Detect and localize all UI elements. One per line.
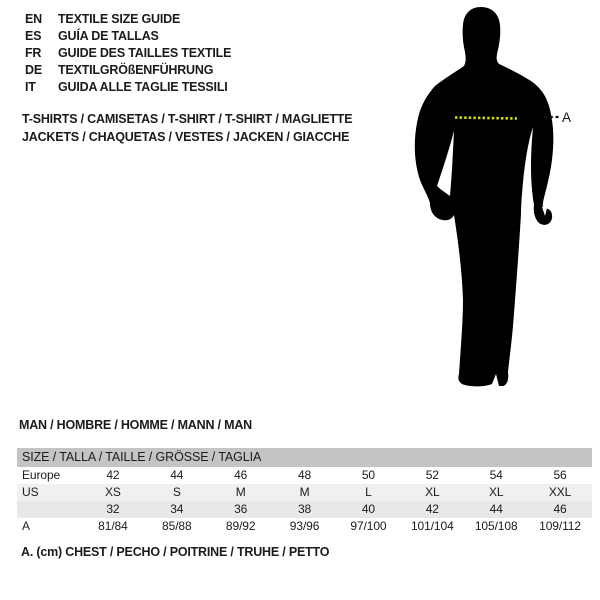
size-cell: M — [299, 485, 310, 499]
language-row-fr — [25, 45, 231, 62]
size-table — [17, 448, 592, 535]
size-cell: 42 — [106, 468, 120, 482]
language-title: TEXTILGRÖßENFÜHRUNG — [58, 63, 214, 77]
size-cell: XXL — [548, 485, 572, 499]
size-cell: L — [365, 485, 372, 499]
size-cell: 36 — [234, 502, 248, 516]
size-cell: 101/104 — [410, 519, 454, 533]
size-cell: 93/96 — [289, 519, 320, 533]
size-cell: 34 — [170, 502, 184, 516]
size-cell: 40 — [361, 502, 376, 516]
size-row-europe — [17, 467, 592, 484]
language-title: GUIDA ALLE TAGLIE TESSILI — [58, 80, 228, 94]
size-row-numeric — [17, 501, 592, 518]
size-cell: 46 — [234, 468, 248, 482]
size-cell: 105/108 — [474, 519, 518, 533]
size-cell: 56 — [553, 468, 567, 482]
size-row-chest — [17, 518, 592, 535]
size-cell: 109/112 — [539, 519, 581, 533]
measure-label-a: A — [562, 110, 572, 125]
size-cell: 52 — [425, 468, 439, 482]
language-row-it — [25, 79, 231, 96]
language-title: GUIDE DES TAILLES TEXTILE — [58, 46, 232, 60]
language-row-de — [25, 62, 231, 79]
language-list — [25, 11, 231, 96]
language-code: IT — [25, 80, 36, 94]
category-jackets: JACKETS / CHAQUETAS / VESTES / JACKEN / GIACCHE — [22, 130, 350, 144]
language-title: GUÍA DE TALLAS — [58, 29, 159, 43]
category-lines — [22, 110, 352, 146]
size-table-header: SIZE / TALLA / TAILLE / GRÖSSE / TAGLIA — [17, 448, 592, 467]
size-cell: 44 — [170, 468, 184, 482]
language-row-en — [25, 11, 231, 28]
row-label: Europe — [22, 468, 61, 482]
size-cell: 85/88 — [162, 519, 192, 533]
size-cell: 97/100 — [350, 519, 387, 533]
row-label: US — [22, 485, 39, 499]
language-code: FR — [25, 46, 42, 60]
size-cell: 44 — [489, 502, 503, 516]
size-cell: 32 — [106, 502, 120, 516]
language-code: EN — [25, 12, 42, 26]
man-silhouette-shape — [415, 7, 554, 386]
size-cell: M — [235, 485, 246, 499]
size-cell: 42 — [425, 502, 439, 516]
measurement-footnote: A. (cm) CHEST / PECHO / POITRINE / TRUHE / PETTO — [21, 545, 330, 559]
category-tshirts: T-SHIRTS / CAMISETAS / T-SHIRT / T-SHIRT / MAGLIETTE — [22, 112, 353, 126]
language-code: ES — [25, 29, 42, 43]
man-silhouette — [400, 0, 580, 395]
row-label: A — [22, 519, 30, 533]
size-cell: 81/84 — [98, 519, 128, 533]
size-cell: XL — [488, 485, 504, 499]
size-cell: 48 — [297, 468, 312, 482]
size-cell: 54 — [489, 468, 503, 482]
size-cell: S — [172, 485, 181, 499]
size-cell: XS — [105, 485, 121, 499]
size-cell: 89/92 — [225, 519, 256, 533]
language-title: TEXTILE SIZE GUIDE — [58, 12, 181, 26]
language-row-es — [25, 28, 231, 45]
size-cell: 46 — [553, 502, 567, 516]
gender-heading: MAN / HOMBRE / HOMME / MANN / MAN — [19, 418, 252, 432]
row-label — [17, 501, 81, 518]
size-row-us — [17, 484, 592, 501]
size-cell: 50 — [361, 468, 376, 482]
size-cell: 38 — [297, 502, 312, 516]
language-code: DE — [25, 63, 42, 77]
size-cell: XL — [425, 485, 440, 499]
